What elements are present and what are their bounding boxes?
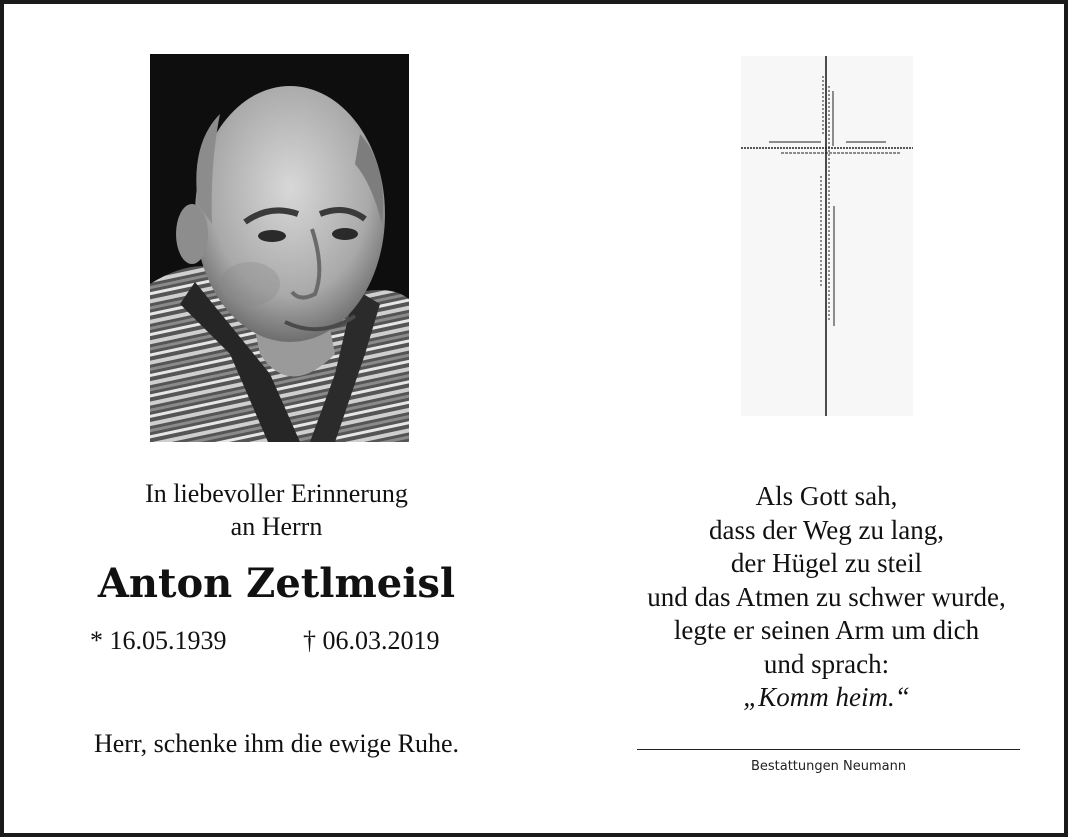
poem-line-2: dass der Weg zu lang, bbox=[708, 514, 944, 545]
poem-line-5: legte er seinen Arm um dich bbox=[673, 615, 980, 645]
deceased-name: Anton Zetlmeisl bbox=[97, 560, 456, 607]
memorial-intro-line2: an Herrn bbox=[230, 512, 323, 541]
funeral-home-name: Bestattungen Neumann bbox=[750, 759, 907, 774]
poem bbox=[589, 480, 1064, 715]
poem-closing: „Komm heim.“ bbox=[743, 682, 910, 712]
poem-line-1: Als Gott sah, bbox=[755, 481, 898, 511]
prayer-text: Herr, schenke ihm die ewige Ruhe. bbox=[93, 729, 459, 758]
poem-line-4: und das Atmen zu schwer wurde, bbox=[647, 581, 1006, 612]
poem-line-3: der Hügel zu steil bbox=[730, 548, 923, 578]
birth-date: * 16.05.1939 bbox=[90, 626, 227, 655]
poem-line-6: und sprach: bbox=[763, 648, 890, 679]
footer-divider bbox=[637, 749, 1020, 750]
cross-icon bbox=[741, 56, 913, 416]
memorial-intro-line1: In liebevoller Erinnerung bbox=[145, 479, 408, 508]
portrait-photo bbox=[150, 54, 409, 442]
death-date: † 06.03.2019 bbox=[303, 626, 440, 655]
